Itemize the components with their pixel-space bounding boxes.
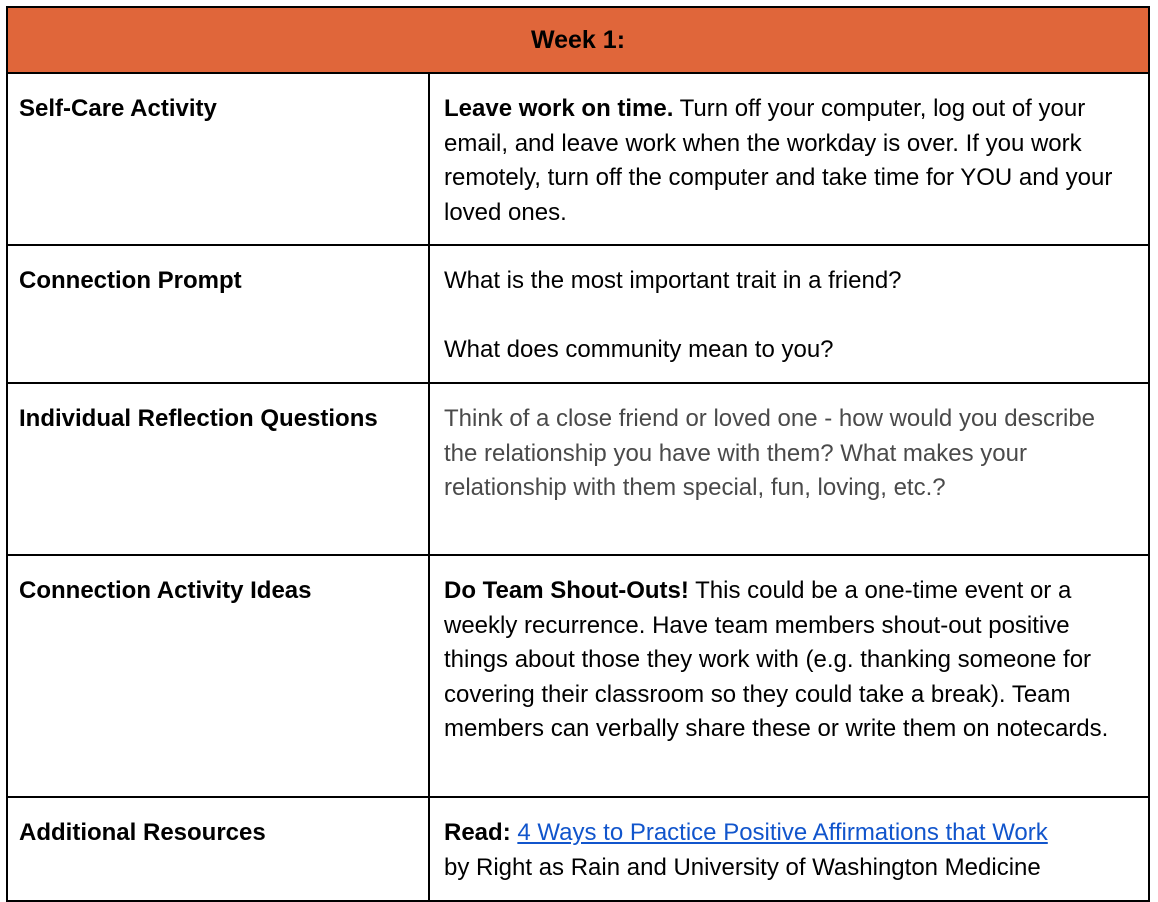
row-label-self-care: Self-Care Activity [8,74,430,244]
row-label-resources: Additional Resources [8,798,430,900]
table-row-connection-prompt [8,246,1148,384]
table-row-self-care [8,74,1148,246]
weekly-activity-table [6,6,1150,902]
row-content-resources [430,798,1148,900]
row-label-connection-prompt: Connection Prompt [8,246,430,382]
table-row-resources [8,798,1148,900]
table-row-activity-ideas [8,556,1148,798]
prompt-question-2: What does community mean to you? [444,335,834,363]
row-content-reflection: Think of a close friend or loved one - how would you describe the relationship you have with them? What makes your relationship with them special, fun, loving, etc.? [444,405,1096,501]
prompt-question-1: What is the most important trait in a friend? [444,267,902,294]
table-row-reflection [8,384,1148,556]
self-care-lead: Leave work on time. [444,95,674,122]
row-content-self-care [430,74,1148,244]
resources-lead: Read: [444,819,511,846]
self-care-text: Turn off your computer, log out of your email, and leave work when the workday is over. If you work remotely, turn off the computer and take time for YOU and your loved ones. [444,95,1113,226]
paragraph-gap [444,299,1134,333]
row-label-activity-ideas: Connection Activity Ideas [8,556,430,796]
resources-byline: by Right as Rain and University of Washington Medicine [444,853,1041,881]
row-content-connection-prompt [430,246,1148,382]
row-content-activity-ideas [430,556,1148,796]
activity-text: This could be a one-time event or a weekly recurrence. Have team members shout-out positive things about those they work with (e.g. thanking someone for covering their classroom so they could take a break). Team members can verbally share these or write them on notecards. [444,577,1109,742]
activity-lead: Do Team Shout-Outs! [444,577,689,604]
table-header [8,8,1148,74]
week-title: Week 1: [530,25,626,54]
affirmations-link[interactable]: 4 Ways to Practice Positive Affirmations that Work [517,819,1048,846]
row-label-reflection: Individual Reflection Questions [8,384,430,554]
